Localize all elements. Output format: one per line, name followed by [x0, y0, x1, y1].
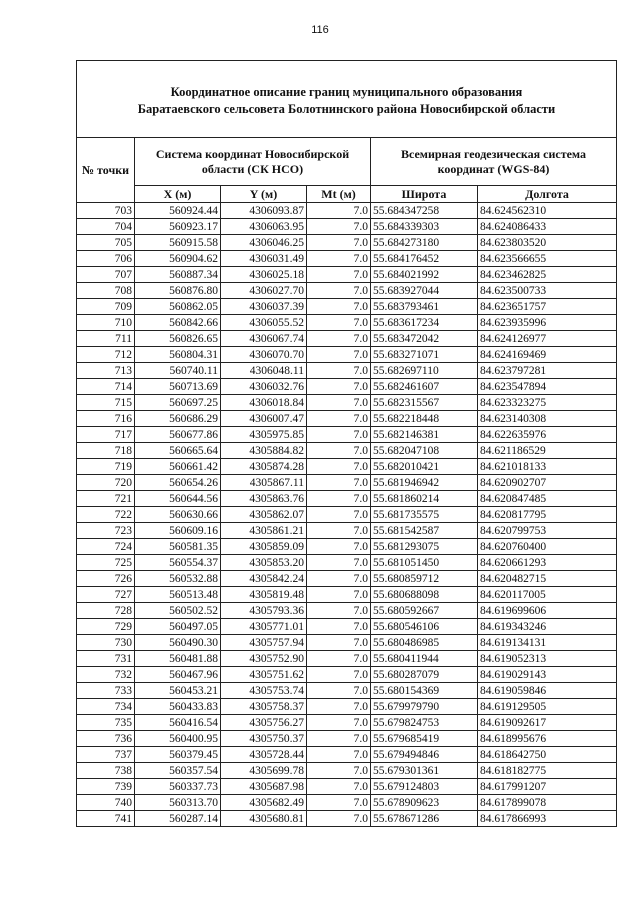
mt-cell: 7.0 [307, 651, 371, 667]
table-row [77, 491, 617, 507]
latitude-cell: 55.680592667 [371, 603, 478, 619]
x-cell: 560490.30 [135, 635, 221, 651]
mt-cell: 7.0 [307, 555, 371, 571]
longitude-cell: 84.623500733 [478, 283, 617, 299]
table-body [77, 203, 617, 827]
table-row [77, 667, 617, 683]
mt-cell: 7.0 [307, 491, 371, 507]
latitude-cell: 55.682146381 [371, 427, 478, 443]
latitude-cell: 55.683793461 [371, 299, 478, 315]
y-cell: 4305867.11 [221, 475, 307, 491]
mt-cell: 7.0 [307, 683, 371, 699]
mt-cell: 7.0 [307, 315, 371, 331]
y-cell: 4305861.21 [221, 523, 307, 539]
longitude-cell: 84.624086433 [478, 219, 617, 235]
table-row [77, 203, 617, 219]
longitude-cell: 84.621018133 [478, 459, 617, 475]
x-cell: 560513.48 [135, 587, 221, 603]
table-row [77, 411, 617, 427]
x-cell: 560481.88 [135, 651, 221, 667]
latitude-cell: 55.680688098 [371, 587, 478, 603]
x-cell: 560630.66 [135, 507, 221, 523]
y-cell: 4305793.36 [221, 603, 307, 619]
point-number-cell: 708 [77, 283, 135, 299]
longitude-cell: 84.624169469 [478, 347, 617, 363]
y-cell: 4306055.52 [221, 315, 307, 331]
x-cell: 560467.96 [135, 667, 221, 683]
title-line-1: Координатное описание границ муниципального образования [170, 85, 523, 99]
header-nso-system: Система координат Новосибирской области (СК НСО) [135, 138, 371, 186]
latitude-cell: 55.682047108 [371, 443, 478, 459]
y-cell: 4305853.20 [221, 555, 307, 571]
table-row [77, 395, 617, 411]
x-cell: 560644.56 [135, 491, 221, 507]
x-cell: 560904.62 [135, 251, 221, 267]
mt-cell: 7.0 [307, 635, 371, 651]
y-cell: 4305975.85 [221, 427, 307, 443]
y-cell: 4305758.37 [221, 699, 307, 715]
point-number-cell: 724 [77, 539, 135, 555]
latitude-cell: 55.681860214 [371, 491, 478, 507]
latitude-cell: 55.680546106 [371, 619, 478, 635]
longitude-cell: 84.620902707 [478, 475, 617, 491]
point-number-cell: 729 [77, 619, 135, 635]
y-cell: 4305756.27 [221, 715, 307, 731]
x-cell: 560887.34 [135, 267, 221, 283]
table-row [77, 347, 617, 363]
y-cell: 4306025.18 [221, 267, 307, 283]
mt-cell: 7.0 [307, 619, 371, 635]
y-cell: 4305862.07 [221, 507, 307, 523]
table-row [77, 555, 617, 571]
point-number-cell: 703 [77, 203, 135, 219]
latitude-cell: 55.681542587 [371, 523, 478, 539]
y-cell: 4305757.94 [221, 635, 307, 651]
y-cell: 4305728.44 [221, 747, 307, 763]
table-row [77, 571, 617, 587]
mt-cell: 7.0 [307, 203, 371, 219]
mt-cell: 7.0 [307, 411, 371, 427]
x-cell: 560665.64 [135, 443, 221, 459]
point-number-cell: 738 [77, 763, 135, 779]
point-number-cell: 706 [77, 251, 135, 267]
mt-cell: 7.0 [307, 331, 371, 347]
point-number-cell: 735 [77, 715, 135, 731]
mt-cell: 7.0 [307, 603, 371, 619]
table-row [77, 443, 617, 459]
mt-cell: 7.0 [307, 667, 371, 683]
x-cell: 560337.73 [135, 779, 221, 795]
x-cell: 560287.14 [135, 811, 221, 827]
mt-cell: 7.0 [307, 475, 371, 491]
x-cell: 560697.25 [135, 395, 221, 411]
point-number-cell: 741 [77, 811, 135, 827]
x-cell: 560313.70 [135, 795, 221, 811]
latitude-cell: 55.680287079 [371, 667, 478, 683]
table-row [77, 267, 617, 283]
x-cell: 560713.69 [135, 379, 221, 395]
y-cell: 4306031.49 [221, 251, 307, 267]
y-cell: 4305859.09 [221, 539, 307, 555]
mt-cell: 7.0 [307, 379, 371, 395]
point-number-cell: 709 [77, 299, 135, 315]
point-number-cell: 732 [77, 667, 135, 683]
y-cell: 4306063.95 [221, 219, 307, 235]
point-number-cell: 720 [77, 475, 135, 491]
latitude-cell: 55.680486985 [371, 635, 478, 651]
mt-cell: 7.0 [307, 795, 371, 811]
latitude-cell: 55.679979790 [371, 699, 478, 715]
table-row [77, 331, 617, 347]
y-cell: 4305682.49 [221, 795, 307, 811]
mt-cell: 7.0 [307, 779, 371, 795]
longitude-cell: 84.623566655 [478, 251, 617, 267]
x-cell: 560554.37 [135, 555, 221, 571]
x-cell: 560924.44 [135, 203, 221, 219]
latitude-cell: 55.679301361 [371, 763, 478, 779]
x-cell: 560453.21 [135, 683, 221, 699]
table-row [77, 251, 617, 267]
mt-cell: 7.0 [307, 267, 371, 283]
mt-cell: 7.0 [307, 587, 371, 603]
x-cell: 560654.26 [135, 475, 221, 491]
longitude-cell: 84.619343246 [478, 619, 617, 635]
mt-cell: 7.0 [307, 747, 371, 763]
longitude-cell: 84.619134131 [478, 635, 617, 651]
x-cell: 560677.86 [135, 427, 221, 443]
point-number-cell: 717 [77, 427, 135, 443]
table-row [77, 459, 617, 475]
latitude-cell: 55.681735575 [371, 507, 478, 523]
mt-cell: 7.0 [307, 299, 371, 315]
longitude-cell: 84.617899078 [478, 795, 617, 811]
y-cell: 4305771.01 [221, 619, 307, 635]
longitude-cell: 84.623935996 [478, 315, 617, 331]
point-number-cell: 731 [77, 651, 135, 667]
longitude-cell: 84.624562310 [478, 203, 617, 219]
x-cell: 560876.80 [135, 283, 221, 299]
mt-cell: 7.0 [307, 731, 371, 747]
latitude-cell: 55.683472042 [371, 331, 478, 347]
longitude-cell: 84.619052313 [478, 651, 617, 667]
latitude-cell: 55.681293075 [371, 539, 478, 555]
header-longitude: Долгота [478, 186, 617, 203]
header-x: X (м) [135, 186, 221, 203]
table-row [77, 219, 617, 235]
longitude-cell: 84.623462825 [478, 267, 617, 283]
y-cell: 4306018.84 [221, 395, 307, 411]
latitude-cell: 55.684347258 [371, 203, 478, 219]
header-point-number: № точки [77, 138, 135, 203]
point-number-cell: 713 [77, 363, 135, 379]
latitude-cell: 55.679494846 [371, 747, 478, 763]
x-cell: 560661.42 [135, 459, 221, 475]
y-cell: 4305751.62 [221, 667, 307, 683]
latitude-cell: 55.684176452 [371, 251, 478, 267]
mt-cell: 7.0 [307, 395, 371, 411]
latitude-cell: 55.682461607 [371, 379, 478, 395]
table-row [77, 363, 617, 379]
table-row [77, 795, 617, 811]
x-cell: 560379.45 [135, 747, 221, 763]
y-cell: 4305884.82 [221, 443, 307, 459]
longitude-cell: 84.623547894 [478, 379, 617, 395]
point-number-cell: 715 [77, 395, 135, 411]
longitude-cell: 84.619129505 [478, 699, 617, 715]
y-cell: 4306007.47 [221, 411, 307, 427]
table-row [77, 283, 617, 299]
x-cell: 560497.05 [135, 619, 221, 635]
longitude-cell: 84.620482715 [478, 571, 617, 587]
mt-cell: 7.0 [307, 347, 371, 363]
point-number-cell: 723 [77, 523, 135, 539]
latitude-cell: 55.678671286 [371, 811, 478, 827]
longitude-cell: 84.617866993 [478, 811, 617, 827]
longitude-cell: 84.623651757 [478, 299, 617, 315]
mt-cell: 7.0 [307, 763, 371, 779]
point-number-cell: 704 [77, 219, 135, 235]
point-number-cell: 710 [77, 315, 135, 331]
point-number-cell: 740 [77, 795, 135, 811]
point-number-cell: 714 [77, 379, 135, 395]
coordinates-table [76, 60, 617, 827]
y-cell: 4305874.28 [221, 459, 307, 475]
latitude-cell: 55.683617234 [371, 315, 478, 331]
x-cell: 560686.29 [135, 411, 221, 427]
y-cell: 4305753.74 [221, 683, 307, 699]
table-row [77, 427, 617, 443]
title-line-2: Баратаевского сельсовета Болотнинского района Новосибирской области [137, 102, 556, 116]
longitude-cell: 84.620817795 [478, 507, 617, 523]
latitude-cell: 55.682315567 [371, 395, 478, 411]
latitude-cell: 55.680859712 [371, 571, 478, 587]
x-cell: 560433.83 [135, 699, 221, 715]
x-cell: 560862.05 [135, 299, 221, 315]
mt-cell: 7.0 [307, 235, 371, 251]
x-cell: 560532.88 [135, 571, 221, 587]
mt-cell: 7.0 [307, 811, 371, 827]
x-cell: 560804.31 [135, 347, 221, 363]
y-cell: 4305819.48 [221, 587, 307, 603]
y-cell: 4306032.76 [221, 379, 307, 395]
mt-cell: 7.0 [307, 699, 371, 715]
point-number-cell: 705 [77, 235, 135, 251]
table-row [77, 619, 617, 635]
y-cell: 4306046.25 [221, 235, 307, 251]
longitude-cell: 84.618642750 [478, 747, 617, 763]
latitude-cell: 55.683271071 [371, 347, 478, 363]
point-number-cell: 734 [77, 699, 135, 715]
latitude-cell: 55.679824753 [371, 715, 478, 731]
point-number-cell: 726 [77, 571, 135, 587]
x-cell: 560400.95 [135, 731, 221, 747]
header-latitude: Широта [371, 186, 478, 203]
latitude-cell: 55.682010421 [371, 459, 478, 475]
longitude-cell: 84.620847485 [478, 491, 617, 507]
header-y: Y (м) [221, 186, 307, 203]
point-number-cell: 727 [77, 587, 135, 603]
mt-cell: 7.0 [307, 363, 371, 379]
latitude-cell: 55.682697110 [371, 363, 478, 379]
table-row [77, 235, 617, 251]
latitude-cell: 55.680411944 [371, 651, 478, 667]
table-row [77, 299, 617, 315]
x-cell: 560416.54 [135, 715, 221, 731]
longitude-cell: 84.623797281 [478, 363, 617, 379]
point-number-cell: 712 [77, 347, 135, 363]
longitude-cell: 84.620799753 [478, 523, 617, 539]
y-cell: 4305750.37 [221, 731, 307, 747]
table-row [77, 683, 617, 699]
y-cell: 4305842.24 [221, 571, 307, 587]
mt-cell: 7.0 [307, 427, 371, 443]
latitude-cell: 55.679124803 [371, 779, 478, 795]
longitude-cell: 84.619092617 [478, 715, 617, 731]
x-cell: 560740.11 [135, 363, 221, 379]
latitude-cell: 55.684021992 [371, 267, 478, 283]
y-cell: 4306027.70 [221, 283, 307, 299]
table-row [77, 635, 617, 651]
y-cell: 4306048.11 [221, 363, 307, 379]
table-row [77, 507, 617, 523]
table-row [77, 763, 617, 779]
y-cell: 4305687.98 [221, 779, 307, 795]
point-number-cell: 739 [77, 779, 135, 795]
table-row [77, 715, 617, 731]
table-row [77, 523, 617, 539]
latitude-cell: 55.678909623 [371, 795, 478, 811]
y-cell: 4306067.74 [221, 331, 307, 347]
longitude-cell: 84.623803520 [478, 235, 617, 251]
table-row [77, 379, 617, 395]
table-row [77, 475, 617, 491]
mt-cell: 7.0 [307, 459, 371, 475]
latitude-cell: 55.681946942 [371, 475, 478, 491]
x-cell: 560581.35 [135, 539, 221, 555]
table-row [77, 539, 617, 555]
latitude-cell: 55.679685419 [371, 731, 478, 747]
x-cell: 560502.52 [135, 603, 221, 619]
y-cell: 4306037.39 [221, 299, 307, 315]
latitude-cell: 55.684339303 [371, 219, 478, 235]
point-number-cell: 733 [77, 683, 135, 699]
latitude-cell: 55.684273180 [371, 235, 478, 251]
point-number-cell: 719 [77, 459, 135, 475]
longitude-cell: 84.619059846 [478, 683, 617, 699]
mt-cell: 7.0 [307, 443, 371, 459]
table-row [77, 747, 617, 763]
mt-cell: 7.0 [307, 571, 371, 587]
point-number-cell: 718 [77, 443, 135, 459]
table-row [77, 651, 617, 667]
longitude-cell: 84.618182775 [478, 763, 617, 779]
mt-cell: 7.0 [307, 507, 371, 523]
mt-cell: 7.0 [307, 523, 371, 539]
longitude-cell: 84.620117005 [478, 587, 617, 603]
latitude-cell: 55.681051450 [371, 555, 478, 571]
point-number-cell: 716 [77, 411, 135, 427]
longitude-cell: 84.623140308 [478, 411, 617, 427]
latitude-cell: 55.682218448 [371, 411, 478, 427]
longitude-cell: 84.622635976 [478, 427, 617, 443]
x-cell: 560357.54 [135, 763, 221, 779]
table-row [77, 587, 617, 603]
mt-cell: 7.0 [307, 539, 371, 555]
longitude-cell: 84.619699606 [478, 603, 617, 619]
header-mt: Mt (м) [307, 186, 371, 203]
y-cell: 4306070.70 [221, 347, 307, 363]
longitude-cell: 84.617991207 [478, 779, 617, 795]
table-row [77, 731, 617, 747]
y-cell: 4306093.87 [221, 203, 307, 219]
point-number-cell: 730 [77, 635, 135, 651]
latitude-cell: 55.683927044 [371, 283, 478, 299]
point-number-cell: 721 [77, 491, 135, 507]
page-number: 116 [311, 24, 329, 36]
table-row [77, 779, 617, 795]
point-number-cell: 722 [77, 507, 135, 523]
x-cell: 560923.17 [135, 219, 221, 235]
y-cell: 4305863.76 [221, 491, 307, 507]
table-row [77, 699, 617, 715]
point-number-cell: 707 [77, 267, 135, 283]
longitude-cell: 84.618995676 [478, 731, 617, 747]
longitude-cell: 84.621186529 [478, 443, 617, 459]
point-number-cell: 736 [77, 731, 135, 747]
table-row [77, 811, 617, 827]
table-row [77, 603, 617, 619]
x-cell: 560842.66 [135, 315, 221, 331]
mt-cell: 7.0 [307, 715, 371, 731]
point-number-cell: 728 [77, 603, 135, 619]
x-cell: 560915.58 [135, 235, 221, 251]
mt-cell: 7.0 [307, 251, 371, 267]
y-cell: 4305699.78 [221, 763, 307, 779]
point-number-cell: 737 [77, 747, 135, 763]
document-title [77, 61, 617, 138]
point-number-cell: 725 [77, 555, 135, 571]
x-cell: 560826.65 [135, 331, 221, 347]
mt-cell: 7.0 [307, 283, 371, 299]
table-row [77, 315, 617, 331]
y-cell: 4305680.81 [221, 811, 307, 827]
longitude-cell: 84.620661293 [478, 555, 617, 571]
mt-cell: 7.0 [307, 219, 371, 235]
point-number-cell: 711 [77, 331, 135, 347]
longitude-cell: 84.624126977 [478, 331, 617, 347]
longitude-cell: 84.619029143 [478, 667, 617, 683]
x-cell: 560609.16 [135, 523, 221, 539]
header-wgs-system: Всемирная геодезическая система координат (WGS-84) [371, 138, 617, 186]
y-cell: 4305752.90 [221, 651, 307, 667]
latitude-cell: 55.680154369 [371, 683, 478, 699]
longitude-cell: 84.620760400 [478, 539, 617, 555]
longitude-cell: 84.623323275 [478, 395, 617, 411]
